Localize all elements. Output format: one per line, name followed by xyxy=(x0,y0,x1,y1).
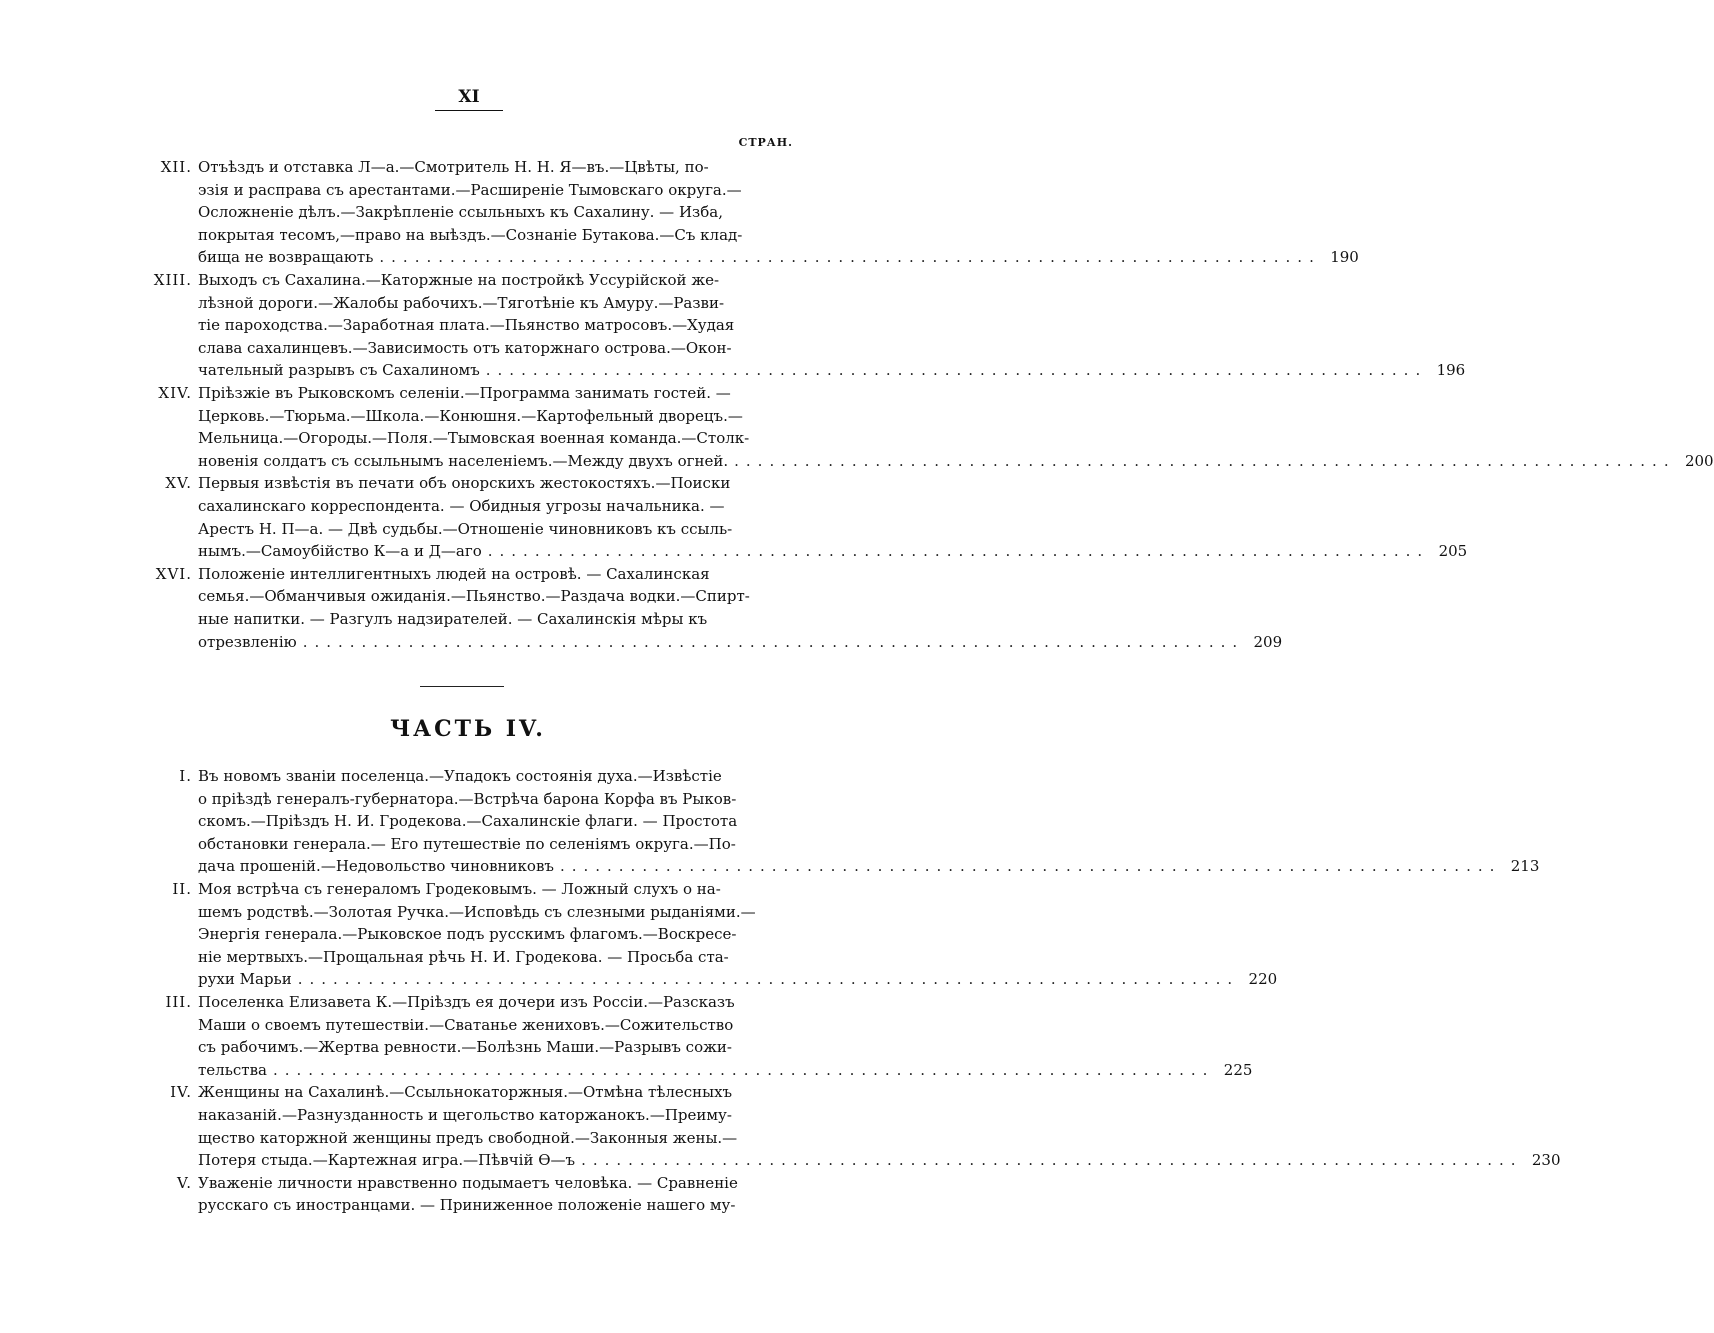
leader-dots: ................................................................................ xyxy=(485,361,1428,380)
page-reference: 200 xyxy=(1684,451,1714,470)
entry-line xyxy=(192,631,1283,654)
entry-line xyxy=(192,968,1278,991)
chapter-number: II. xyxy=(172,880,192,898)
entry-line xyxy=(192,1127,796,1150)
entry-text: семья.—Обманчивыя ожиданія.—Пьянство.—Раздача водки.—Спирт- xyxy=(198,587,750,606)
entry-text: Мельница.—Огороды.—Поля.—Тымовская военная команда.—Столк- xyxy=(198,429,750,448)
entry-line xyxy=(192,1194,796,1217)
entry-text: Первыя извѣстія въ печати объ онорскихъ жестокостяхъ.—Поиски xyxy=(198,474,731,493)
entry-line xyxy=(192,201,796,224)
entry-text: Энергія генерала.—Рыковское подъ русскимъ флагомъ.—Воскресе- xyxy=(198,925,737,944)
entry-line xyxy=(192,292,796,315)
entry-line xyxy=(192,1081,796,1104)
leader-dots: ................................................................................ xyxy=(487,542,1430,561)
chapter-number: XVI. xyxy=(155,564,192,583)
toc-entry xyxy=(120,1081,1561,1171)
toc-entry xyxy=(120,472,1468,562)
entry-line xyxy=(192,1036,796,1059)
page-reference: 230 xyxy=(1531,1151,1561,1170)
chapter-number: XIV. xyxy=(158,384,192,402)
entry-text: лѣзной дороги.—Жалобы рабочихъ.—Тяготѣніе къ Амуру.—Разви- xyxy=(198,293,725,312)
page-reference: 190 xyxy=(1330,248,1359,267)
entry-text: покрытая тесомъ,—право на выѣздъ.—Сознаніе Бутакова.—Съ клад- xyxy=(198,225,743,244)
entry-line xyxy=(192,855,1540,878)
entry-line xyxy=(192,450,1714,473)
entry-text: Пріѣзжіе въ Рыковскомъ селеніи.—Программа занимать гостей. — xyxy=(198,384,731,402)
entry-line xyxy=(192,359,1466,382)
entry-text: чательный разрывъ съ Сахалиномъ xyxy=(198,361,480,380)
entry-text: тіе пароходства.—Заработная плата.—Пьянство матросовъ.—Худая xyxy=(198,316,735,335)
entry-line xyxy=(192,765,796,788)
entry-text: Женщины на Сахалинѣ.—Ссыльнокаторжныя.—Отмѣна тѣлесныхъ xyxy=(198,1083,733,1102)
entry-line xyxy=(192,901,796,924)
entry-line xyxy=(192,472,796,495)
entry-line xyxy=(192,833,796,856)
entry-text: Выходъ съ Сахалина.—Каторжные на постройкѣ Уссурійской же- xyxy=(198,271,720,289)
entry-text: шемъ родствѣ.—Золотая Ручка.—Исповѣдь съ слезными рыданіями.— xyxy=(198,902,756,921)
page-reference: 196 xyxy=(1436,361,1466,380)
entry-line xyxy=(192,427,796,450)
entry-text: щество каторжной женщины предъ свободной.—Законныя жены.— xyxy=(198,1128,738,1147)
entry-line xyxy=(192,1149,1561,1172)
entry-text: Уваженіе личности нравственно подымаетъ человѣка. — Сравненіе xyxy=(198,1173,738,1192)
toc-entry xyxy=(120,156,1359,269)
entry-line xyxy=(192,608,796,631)
entry-line xyxy=(192,405,796,428)
toc-entry xyxy=(120,269,1466,382)
entry-text: скомъ.—Пріѣздъ Н. И. Гродекова.—Сахалинскіе флаги. — Простота xyxy=(198,812,738,831)
entry-line xyxy=(192,946,796,969)
entry-line xyxy=(192,1172,796,1195)
chapter-number: XII. xyxy=(160,158,192,176)
entry-line xyxy=(192,585,796,608)
leader-dots: ................................................................................ xyxy=(559,857,1502,876)
entry-text: Положеніе интеллигентныхъ людей на островѣ. — Сахалинская xyxy=(198,564,710,583)
entry-text: эзія и расправа съ арестантами.—Расширеніе Тымовскаго округа.— xyxy=(198,180,742,199)
page-reference: 220 xyxy=(1248,970,1278,989)
entry-text: тельства xyxy=(198,1060,267,1079)
leader-dots: ................................................................................ xyxy=(302,632,1245,651)
entry-text: ніе мертвыхъ.—Прощальная рѣчь Н. И. Гродекова. — Просьба ста- xyxy=(198,947,729,966)
toc-entry xyxy=(120,878,1278,991)
leader-dots: ................................................................................ xyxy=(272,1060,1215,1079)
entry-text: бища не возвращають xyxy=(198,248,374,267)
chapter-number: XIII. xyxy=(153,271,192,289)
entry-text: Потеря стыда.—Картежная игра.—Пѣвчій Ѳ—ъ xyxy=(198,1151,576,1170)
toc-entry xyxy=(120,382,1714,472)
entry-text: сахалинскаго корреспондента. — Обидныя угрозы начальника. — xyxy=(198,496,725,515)
entry-text: нымъ.—Самоубійство К—а и Д—аго xyxy=(198,542,482,561)
entry-line xyxy=(192,878,796,901)
column-header-pages: СТРАН. xyxy=(738,136,793,149)
entry-text: Поселенка Елизавета К.—Пріѣздъ ея дочери изъ Россіи.—Разсказъ xyxy=(198,993,735,1011)
page-number: XI xyxy=(435,87,503,111)
chapter-number: IV. xyxy=(170,1083,192,1102)
leader-dots: ................................................................................ xyxy=(297,970,1240,989)
entry-text: слава сахалинцевъ.—Зависимость отъ каторжнаго острова.—Окон- xyxy=(198,338,732,357)
entry-line xyxy=(192,269,796,292)
section-divider xyxy=(420,686,504,687)
toc-entry xyxy=(120,991,1253,1081)
entry-text: Осложненіе дѣлъ.—Закрѣпленіе ссыльныхъ къ Сахалину. — Изба, xyxy=(198,203,723,222)
entry-line xyxy=(192,563,796,586)
chapter-number: V. xyxy=(177,1173,192,1192)
toc-entry xyxy=(120,563,1283,653)
entry-text: Въ новомъ званіи поселенца.—Упадокъ состоянія духа.—Извѣстіе xyxy=(198,767,722,785)
page-reference: 205 xyxy=(1438,542,1468,561)
entry-line xyxy=(192,991,796,1014)
entry-line xyxy=(192,1104,796,1127)
entry-line xyxy=(192,337,796,360)
entry-line xyxy=(192,518,796,541)
leader-dots: ................................................................................ xyxy=(734,451,1676,470)
page-reference: 209 xyxy=(1253,632,1283,651)
entry-text: дача прошеній.—Недовольство чиновниковъ xyxy=(198,857,554,876)
entry-text: рухи Марьи xyxy=(198,970,292,989)
entry-line xyxy=(192,246,1359,269)
entry-text: Арестъ Н. П—а. — Двѣ судьбы.—Отношеніе чиновниковъ къ ссыль- xyxy=(198,519,733,538)
page-reference: 225 xyxy=(1223,1060,1253,1079)
entry-text: о пріѣздѣ генералъ-губернатора.—Встрѣча барона Корфа въ Рыков- xyxy=(198,789,737,808)
leader-dots: ................................................................................ xyxy=(379,248,1321,267)
entry-text: Моя встрѣча съ генераломъ Гродековымъ. — Ложный слухъ о на- xyxy=(198,880,721,898)
entry-line xyxy=(192,495,796,518)
chapter-number: III. xyxy=(165,993,192,1011)
entry-text: обстановки генерала.— Его путешествіе по селеніямъ округа.—По- xyxy=(198,834,736,853)
leader-dots: ................................................................................ xyxy=(581,1151,1523,1170)
entry-line xyxy=(192,156,796,179)
toc-entry xyxy=(120,765,1540,878)
part-title: ЧАСТЬ IV. xyxy=(390,716,546,742)
entry-text: Церковь.—Тюрьма.—Школа.—Конюшня.—Картофельный дворецъ.— xyxy=(198,406,743,425)
chapter-number: I. xyxy=(179,767,192,785)
entry-text: русскаго съ иностранцами. — Приниженное положеніе нашего му- xyxy=(198,1196,736,1215)
entry-text: Маши о своемъ путешествіи.—Сватанье жениховъ.—Сожительство xyxy=(198,1015,734,1034)
entry-line xyxy=(192,179,796,202)
entry-line xyxy=(192,540,1468,563)
entry-text: Отъѣздъ и отставка Л—а.—Смотритель Н. Н. Я—въ.—Цвѣты, по- xyxy=(198,158,709,176)
entry-text: съ рабочимъ.—Жертва ревности.—Болѣзнь Маши.—Разрывъ сожи- xyxy=(198,1038,732,1057)
chapter-number: XV. xyxy=(165,474,192,493)
entry-line xyxy=(192,810,796,833)
entry-line xyxy=(192,1014,796,1037)
page-reference: 213 xyxy=(1510,857,1540,876)
entry-line xyxy=(192,788,796,811)
entry-text: наказаній.—Разнузданность и щегольство каторжанокъ.—Преиму- xyxy=(198,1105,732,1124)
toc-entry xyxy=(120,1172,796,1217)
entry-text: новенія солдатъ съ ссыльнымъ населеніемъ.—Между двухъ огней. xyxy=(198,451,729,470)
entry-line xyxy=(192,314,796,337)
entry-line xyxy=(192,224,796,247)
entry-line xyxy=(192,382,796,405)
entry-text: ные напитки. — Разгулъ надзирателей. — Сахалинскія мѣры къ xyxy=(198,609,708,628)
entry-text: отрезвленію xyxy=(198,632,297,651)
entry-line xyxy=(192,923,796,946)
entry-line xyxy=(192,1059,1253,1082)
